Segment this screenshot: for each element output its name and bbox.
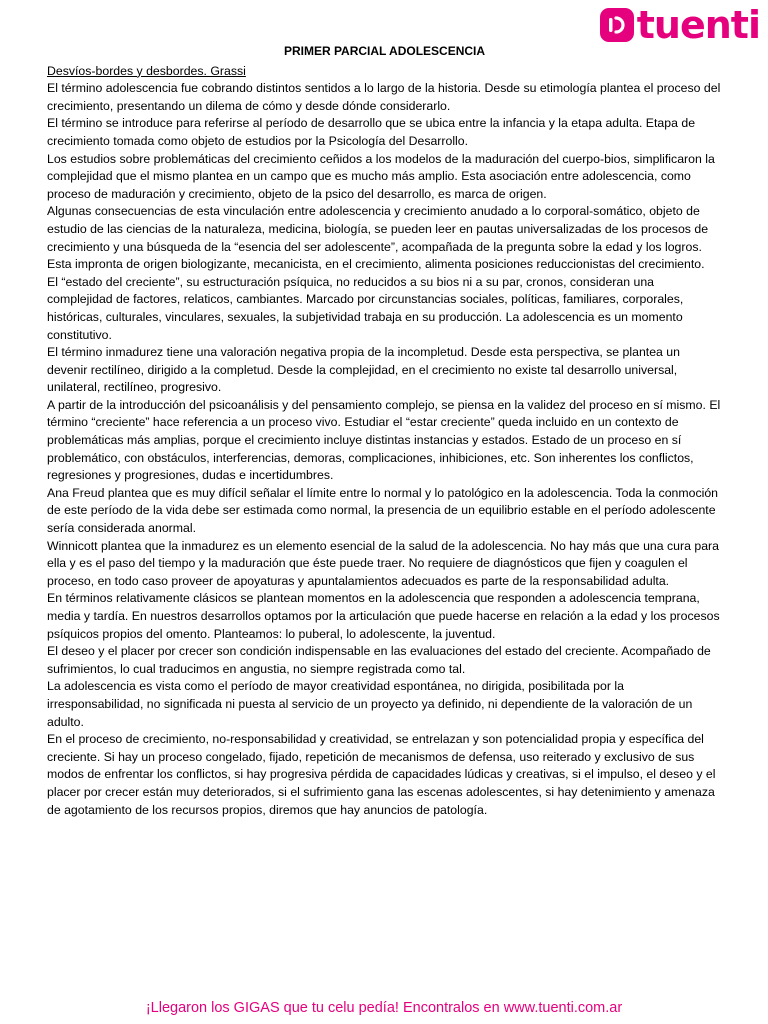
paragraph: El término adolescencia fue cobrando distintos sentidos a lo largo de la historia. Desde su etimología plantea el proceso del crecimiento, presentando un dilema de cómo y desde dónde considerarlo. [47,81,721,113]
logo-text: tuenti [636,3,760,47]
paragraph: En términos relativamente clásicos se plantean momentos en la adolescencia que responden a adolescencia temprana, media y tardía. En nuestros desarrollos optamos por la articulación que puede hacerse en relación a la edad y los procesos psíquicos propios del omento. Planteamos: lo puberal, lo adolescente, la juventud. [47,591,720,641]
paragraph: El término inmadurez tiene una valoración negativa propia de la incompletud. Desde esta perspectiva, se plantea un devenir rectilíneo, dirigido a la completud. Desde la complejidad, en el crecimiento no existe tal desarrollo universal, unilateral, rectilíneo, progresivo. [47,345,680,395]
paragraph: En el proceso de crecimiento, no-responsabilidad y creatividad, se entrelazan y son potencialidad propia y específica del creciente. Si hay un proceso congelado, fijado, repetición de mecanismos de defensa, uso reiterado y exclusivo de sus modos de enfrentar los conflictos, si hay progresiva pérdida de capacidades lúdicas y creativas, si el impulso, el deseo y el placer por crecer están muy deteriorados, si el sufrimiento gana las escenas adolescentes, si hay detenimiento y amenaza de agotamiento de los recursos propios, diremos que hay anuncios de patología. [47,732,716,817]
document-title: PRIMER PARCIAL ADOLESCENCIA [283,44,486,58]
paragraph: Ana Freud plantea que es muy difícil señalar el límite entre lo normal y lo patológico en la adolescencia. Toda la conmoción de este período de la vida debe ser estimada como normal, la presencia de un equilibrio estable en el período adolescente sería considerada anormal. [47,485,719,536]
paragraph: A partir de la introducción del psicoanálisis y del pensamiento complejo, se piensa en la validez del proceso en sí mismo. El término “creciente” hace referencia a un proceso vivo. Estudiar el “estar creciente” queda incluido en un contexto de problemáticas más amplias, porque el crecimiento incluye distintas instancias y estados. Estado de un proceso en sí problemático, con obstáculos, interferencias, demoras, complicaciones, inhibiciones, etc. Son inherentes los conflictos, regresiones y progresiones, dudas e incertidumbres. [47,397,721,483]
paragraph: El “estado del creciente”, su estructuración psíquica, no reducidos a su bios ni a su par, cronos, consideran una complejidad de factores, relaticos, cambiantes. Marcado por circunstancias sociales, políticas, familiares, corporales, históricas, culturales, vinculares, sexuales, la subjetividad trabaja en su producción. La adolescencia es un momento constitutivo. [47,274,684,342]
tuenti-chat-icon [600,8,634,42]
paragraph: Los estudios sobre problemáticas del crecimiento ceñidos a los modelos de la maduración del cuerpo-bios, simplificaron la complejidad que el mismo plantea en un campo que es mucho más amplio. Esta asociación entre adolescencia, como proceso de maduración y crecimiento, objeto de la psico del desarrollo, es marca de origen. [47,151,715,201]
paragraph: El término se introduce para referirse al período de desarrollo que se ubica entre la infancia y la etapa adulta. Etapa de crecimiento tomada como objeto de estudios por la Psicología del Desarrollo. [47,116,696,148]
paragraph: Algunas consecuencias de esta vinculación entre adolescencia y crecimiento anudado a lo corporal-somático, objeto de estudio de las ciencias de la naturaleza, medicina, biología, se pueden leer en pautas universalizadas de los procesos de crecimiento y una búsqueda de la “esencia del ser adolescente”, acompañada de la pregunta sobre la edad y los logros. Esta impronta de origen biologizante, mecanicista, en el crecimiento, alimenta posiciones reduccionistas del crecimiento. [47,204,709,272]
paragraph: Winnicott plantea que la inmadurez es un elemento esencial de la salud de la adolescencia. No hay más que una cura para ella y es el paso del tiempo y la maduración que éste puede traer. No requiere de diagnósticos que fijen y coagulen el proceso, en todo caso proveer de apoyaturas y apuntalamientos adecuados es parte de la responsabilidad adulta. [47,538,719,588]
document-subtitle: Desvíos-bordes y desbordes. Grassi [47,63,246,78]
paragraph: El deseo y el placer por crecer son condición indispensable en las evaluaciones del estado del creciente. Acompañado de sufrimientos, lo cual traducimos en angustia, no siempre registrada como tal. [47,644,711,676]
document-body [47,43,722,819]
paragraph: La adolescencia es vista como el período de mayor creatividad espontánea, no dirigida, posibilitada por la irresponsabilidad, no significada ni puesta al servicio de un proyecto ya definido, ni dependiente de la valoración de un adulto. [47,679,693,729]
footer-ad-link[interactable]: ¡Llegaron los GIGAS que tu celu pedía! Encontralos en www.tuenti.com.ar [145,1000,623,1016]
tuenti-logo [600,3,760,47]
